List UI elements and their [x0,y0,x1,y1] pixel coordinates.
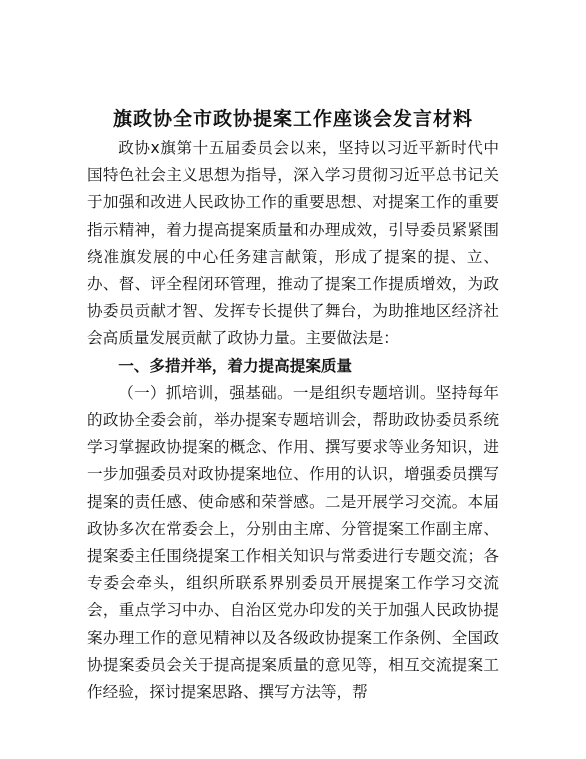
section-paragraph: （一）抓培训，强基础。一是组织专题培训。坚持每年的政协全委会前，举办提案专题培训会，帮助政协委员系统学习掌握政协提案的概念、作用、撰写要求等业务知识，进一步加强委员对政协提案地位、作用的认识，增强委员撰写提案的责任感、使命感和荣誉感。二是开展学习交流。本届政协多次在常委会上，分别由主席、分管提案工作副主席、提案委主任围绕提案工作相关知识与常委进行专题交流；各专委会牵头，组织所联系界别委员开展提案工作学习交流会，重点学习中办、自治区党办印发的关于加强人民政协提案办理工作的意见精神以及各级政协提案工作条例、全国政协提案委员会关于提高提案质量的意见等，相互交流提案工作经验，探讨提案思路、撰写方法等，帮 [87,383,499,702]
section-heading: 一、多措并举，着力提高提案质量 [118,356,353,375]
intro-paragraph: 政协x旗第十五届委员会以来，坚持以习近平新时代中国特色社会主义思想为指导，深入学习贯彻习近平总书记关于加强和改进人民政协工作的重要思想、对提案工作的重要指示精神，着力提高提案质量和办理成效，引导委员紧紧围绕准旗发展的中心任务建言献策，形成了提案的提、立、办、督、评全程闭环管理，推动了提案工作提质增效，为政协委员贡献才智、发挥专长提供了舞台，为助推地区经济社会高质量发展贡献了政协力量。主要做法是： [87,139,499,348]
document-title: 旗政协全市政协提案工作座谈会发言材料 [112,108,473,130]
document-body [87,135,499,706]
